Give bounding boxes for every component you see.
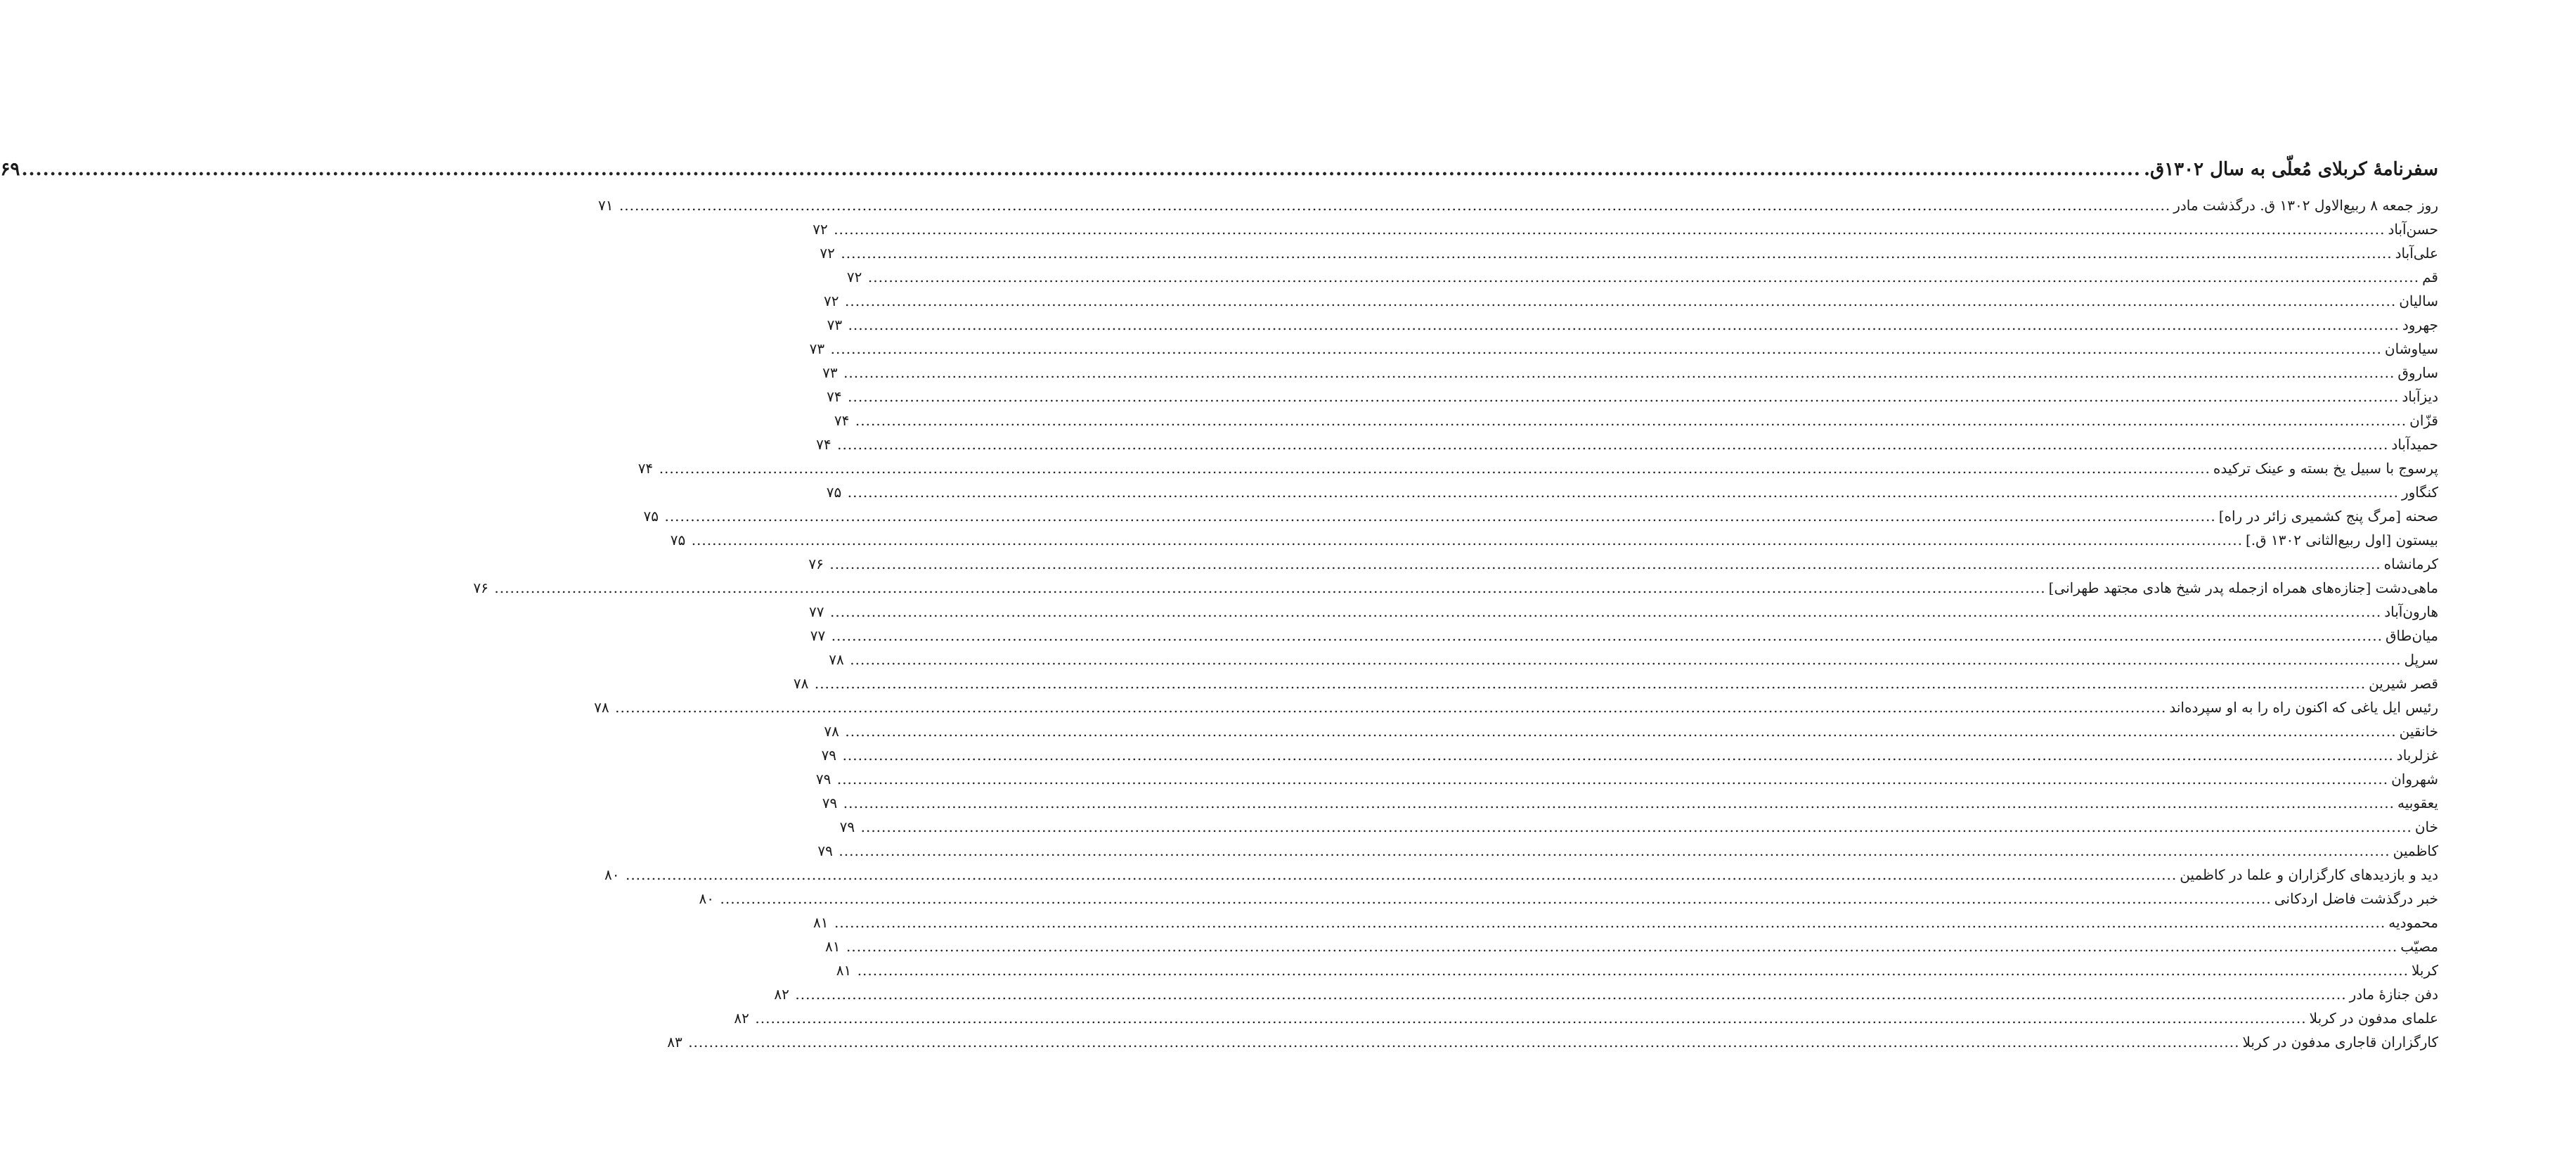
toc-entry-page-number: ۷۹ <box>822 795 838 811</box>
toc-entry-label: کاظمین <box>2393 842 2438 859</box>
toc-entry-label: رئیس ایل یاغی که اکنون راه را به او سپرده‌اند <box>2169 699 2438 716</box>
leader-dots: ............................................................................................................................................................................................................................................................................................................ <box>843 795 2395 811</box>
leader-dots: ............................................................................................................................................................................................................................................................................................................ <box>795 986 2347 1003</box>
toc-entry[interactable] <box>774 986 2438 1010</box>
toc-entry-page-number: ۷۲ <box>824 293 839 309</box>
toc-entry-label: ساروق <box>2397 364 2438 381</box>
leader-dots: ............................................................................................................................................................................................................................................................................................................ <box>857 962 2409 979</box>
chapter-page-number: ۶۹ <box>0 159 20 180</box>
toc-entry-page-number: ۷۲ <box>820 245 835 262</box>
toc-entry-label: حسن‌آباد <box>2388 221 2438 238</box>
chapter-heading[interactable] <box>0 159 2438 191</box>
leader-dots: ............................................................................................................................................................................................................................................................................................................ <box>625 866 2177 883</box>
toc-entry[interactable] <box>824 293 2438 316</box>
leader-dots: ............................................................................................................................................................................................................................................................................................................ <box>848 316 2400 333</box>
toc-entry[interactable] <box>473 579 2438 603</box>
leader-dots: ............................................................................................................................................................................................................................................................................................................ <box>846 938 2398 955</box>
toc-entry-label: دیزآباد <box>2402 388 2438 405</box>
toc-entry-page-number: ۷۴ <box>827 388 842 405</box>
toc-entry-page-number: ۷۸ <box>824 723 839 740</box>
toc-entry-label: ماهی‌دشت [جنازه‌های همراه ازجمله پدر شیخ هادی مجتهد طهرانی] <box>2048 579 2438 596</box>
toc-entry-label: دفن جنازهٔ مادر <box>2349 986 2438 1003</box>
leader-dots: ............................................................................................................................................................................................................................................................................................................ <box>841 245 2393 262</box>
toc-entry-page-number: ۷۵ <box>643 508 659 525</box>
toc-entry-page-number: ۸۲ <box>734 1010 749 1027</box>
leader-dots: ............................................................................................................................................................................................................................................................................................................ <box>867 269 2420 285</box>
toc-entry[interactable] <box>637 460 2438 484</box>
toc-entry-label: پرسوج با سبیل یخ بسته و عینک ترکیده <box>2213 460 2438 477</box>
leader-dots: ............................................................................................................................................................................................................................................................................................................ <box>842 747 2394 764</box>
leader-dots: ............................................................................................................................................................................................................................................................................................................ <box>845 723 2397 740</box>
toc-entry[interactable] <box>594 699 2438 723</box>
toc-entries <box>473 197 2438 1058</box>
toc-entry[interactable] <box>815 771 2438 795</box>
toc-entry-page-number: ۷۴ <box>816 436 831 453</box>
toc-entry-label: علی‌آباد <box>2395 245 2438 262</box>
leader-dots: ............................................................................................................................................................................................................................................................................................................ <box>615 699 2167 716</box>
leader-dots: ............................................................................................................................................................................................................................................................................................................ <box>843 364 2395 381</box>
toc-entry-page-number: ۷۲ <box>813 221 828 238</box>
toc-entry-page-number: ۸۳ <box>667 1034 682 1050</box>
toc-entry-page-number: ۸۰ <box>604 866 620 883</box>
toc-entry[interactable] <box>822 364 2438 388</box>
toc-entry-label: یعقوبیه <box>2397 795 2438 811</box>
leader-dots: ............................................................................................................................................................................................................................................................................................................ <box>860 818 2412 835</box>
leader-dots: ............................................................................................................................................................................................................................................................................................................ <box>837 436 2389 453</box>
toc-entry-page-number: ۷۸ <box>793 675 809 692</box>
toc-entry-page-number: ۷۹ <box>815 771 831 788</box>
leader-dots: ............................................................................................................................................................................................................................................................................................................ <box>664 508 2216 525</box>
toc-entry[interactable] <box>824 723 2438 747</box>
leader-dots: ............................................................................................................................................................................................................................................................................................................ <box>836 771 2389 788</box>
leader-dots: ............................................................................................................................................................................................................................................................................................................ <box>829 603 2382 620</box>
toc-entry-page-number: ۷۳ <box>809 340 825 357</box>
toc-entry[interactable] <box>793 675 2438 699</box>
toc-entry-page-number: ۷۸ <box>829 651 844 668</box>
toc-entry[interactable] <box>810 627 2438 651</box>
toc-entry-label: کرمانشاه <box>2383 555 2438 572</box>
toc-entry-label: صحنه [مرگ پنج کشمیری زائر در راه] <box>2218 508 2438 525</box>
toc-entry-label: جهرود <box>2402 316 2438 333</box>
leader-dots: ............................................................................................................................................................................................................................................................................................................ <box>830 340 2382 357</box>
toc-entry-page-number: ۷۴ <box>637 460 654 477</box>
toc-entry[interactable] <box>699 890 2438 914</box>
toc-entry-label: میان‌طاق <box>2385 627 2438 644</box>
leader-dots: ............................................................................................................................................................................................................................................................................................................ <box>659 460 2211 477</box>
toc-entry-label: کنگاور <box>2401 484 2438 501</box>
toc-entry-label: سیاوشان <box>2384 340 2438 357</box>
toc-entry[interactable] <box>846 269 2438 293</box>
toc-entry[interactable] <box>734 1010 2438 1034</box>
leader-dots: ............................................................................................................................................................................................................................................................................................................ <box>855 412 2407 429</box>
toc-entry-label: قزّان <box>2409 412 2438 429</box>
toc-entry-label: قصر شیرین <box>2369 675 2438 692</box>
leader-dots: ............................................................................................................................................................................................................................................................................................................ <box>845 293 2397 309</box>
leader-dots: ............................................................................................................................................................................................................................................................................................................ <box>814 675 2367 692</box>
toc-entry-label: بیستون [اول ربیع‌الثانی ۱۳۰۲ ق.] <box>2245 532 2438 548</box>
toc-entry-page-number: ۷۸ <box>594 699 609 716</box>
toc-entry-label: خان <box>2414 818 2438 835</box>
toc-entry-label: خبر درگذشت فاضل اردکانی <box>2274 890 2438 907</box>
toc-entry-page-number: ۷۶ <box>808 555 824 572</box>
toc-entry[interactable] <box>836 962 2438 986</box>
leader-dots: ............................................................................................................................................................................................................................................................................................................ <box>494 579 2046 596</box>
toc-entry[interactable] <box>667 1034 2438 1058</box>
toc-entry[interactable] <box>643 508 2438 532</box>
leader-dots: ............................................................................................................................................................................................................................................................................................................ <box>755 1010 2307 1027</box>
toc-entry[interactable] <box>817 842 2438 866</box>
toc-entry[interactable] <box>829 651 2438 675</box>
toc-entry-label: مصیّب <box>2400 938 2438 955</box>
toc-entry[interactable] <box>813 221 2438 245</box>
toc-entry-page-number: ۸۱ <box>825 938 841 955</box>
toc-entry-page-number: ۸۱ <box>836 962 852 979</box>
toc-entry[interactable] <box>839 818 2438 842</box>
toc-entry[interactable] <box>827 388 2438 412</box>
toc-entry[interactable] <box>821 747 2438 771</box>
leader-dots: ............................................................................................................................................................................................................................................................................................................ <box>619 197 2171 214</box>
table-of-contents <box>0 159 2438 1058</box>
toc-entry-page-number: ۸۰ <box>699 890 714 907</box>
toc-entry-page-number: ۸۱ <box>813 914 829 931</box>
leader-dots: ............................................................................................................................................................................................................................................................................................................ <box>850 651 2402 668</box>
toc-entry[interactable] <box>808 555 2438 579</box>
toc-entry[interactable] <box>827 316 2438 340</box>
leader-dots: ............................................................................................................................................................................................................................................................................................................ <box>691 532 2243 548</box>
toc-entry[interactable] <box>820 245 2438 269</box>
toc-entry-label: کارگزاران قاجاری مدفون در کربلا <box>2242 1034 2438 1050</box>
toc-entry[interactable] <box>822 795 2438 818</box>
toc-entry[interactable] <box>597 197 2438 221</box>
toc-entry-label: روز جمعه ۸ ربیع‌الاول ۱۳۰۲ ق. درگذشت مادر <box>2173 197 2438 214</box>
toc-entry[interactable] <box>809 340 2438 364</box>
toc-entry-page-number: ۷۳ <box>827 316 843 333</box>
toc-entry-label: شهروان <box>2391 771 2438 788</box>
toc-entry-page-number: ۷۵ <box>826 484 842 501</box>
toc-entry[interactable] <box>816 436 2438 460</box>
toc-entry-label: قم <box>2422 269 2438 285</box>
toc-entry[interactable] <box>825 938 2438 962</box>
toc-entry-label: دید و بازدیدهای کارگزاران و علما در کاظمین <box>2180 866 2438 883</box>
leader-dots: ............................................................................................................................................................................................................................................................................................................ <box>848 388 2400 405</box>
toc-entry-label: غزلرباد <box>2396 747 2438 764</box>
toc-entry-page-number: ۷۱ <box>597 197 614 214</box>
toc-entry-label: محمودیه <box>2388 914 2438 931</box>
toc-entry-label: کربلا <box>2411 962 2438 979</box>
leader-dots: ............................................................................................................................................................................................................................................................................................................ <box>688 1034 2240 1050</box>
toc-entry[interactable] <box>813 914 2438 938</box>
leader-dots: ............................................................................................................................................................................................................................................................................................................ <box>847 484 2399 501</box>
leader-dots: ............................................................................................................................................................................................................................................................................................................ <box>834 914 2386 931</box>
toc-entry[interactable] <box>826 484 2438 508</box>
toc-entry-page-number: ۷۷ <box>808 603 824 620</box>
toc-entry-label: خانقین <box>2399 723 2438 740</box>
toc-entry-page-number: ۷۹ <box>821 747 837 764</box>
toc-entry[interactable] <box>808 603 2438 627</box>
toc-entry-label: سرپل <box>2404 651 2438 668</box>
toc-entry-page-number: ۷۵ <box>670 532 686 548</box>
toc-entry-page-number: ۷۹ <box>817 842 833 859</box>
toc-entry-label: علمای مدفون در کربلا <box>2309 1010 2438 1027</box>
toc-entry[interactable] <box>670 532 2438 555</box>
leader-dots: ............................................................................................................................................................................................................................................................................................................ <box>720 890 2272 907</box>
toc-entry-label: حمیدآباد <box>2391 436 2438 453</box>
toc-entry-page-number: ۷۹ <box>839 818 855 835</box>
toc-entry-page-number: ۸۲ <box>774 986 789 1003</box>
leader-dots: ............................................................................................................................................................................................................................................................................................................ <box>839 842 2390 859</box>
toc-entry-label: سالیان <box>2399 293 2438 309</box>
toc-entry[interactable] <box>604 866 2438 890</box>
toc-entry-page-number: ۷۴ <box>834 412 850 429</box>
toc-entry-page-number: ۷۳ <box>822 364 838 381</box>
leader-dots: ............................................................................................................................................................................................................................................................................................................ <box>21 159 2141 180</box>
toc-entry-page-number: ۷۷ <box>810 627 826 644</box>
leader-dots: ............................................................................................................................................................................................................................................................................................................ <box>829 555 2381 572</box>
leader-dots: ............................................................................................................................................................................................................................................................................................................ <box>834 221 2386 238</box>
toc-entry-page-number: ۷۲ <box>846 269 862 285</box>
toc-entry-page-number: ۷۶ <box>473 579 488 596</box>
leader-dots: ............................................................................................................................................................................................................................................................................................................ <box>831 627 2383 644</box>
chapter-title: سفرنامهٔ کربلای مُعلّی به سال ۱۳۰۲ق. <box>2143 159 2438 180</box>
toc-entry[interactable] <box>834 412 2438 436</box>
toc-entry-label: هارون‌آباد <box>2384 603 2438 620</box>
